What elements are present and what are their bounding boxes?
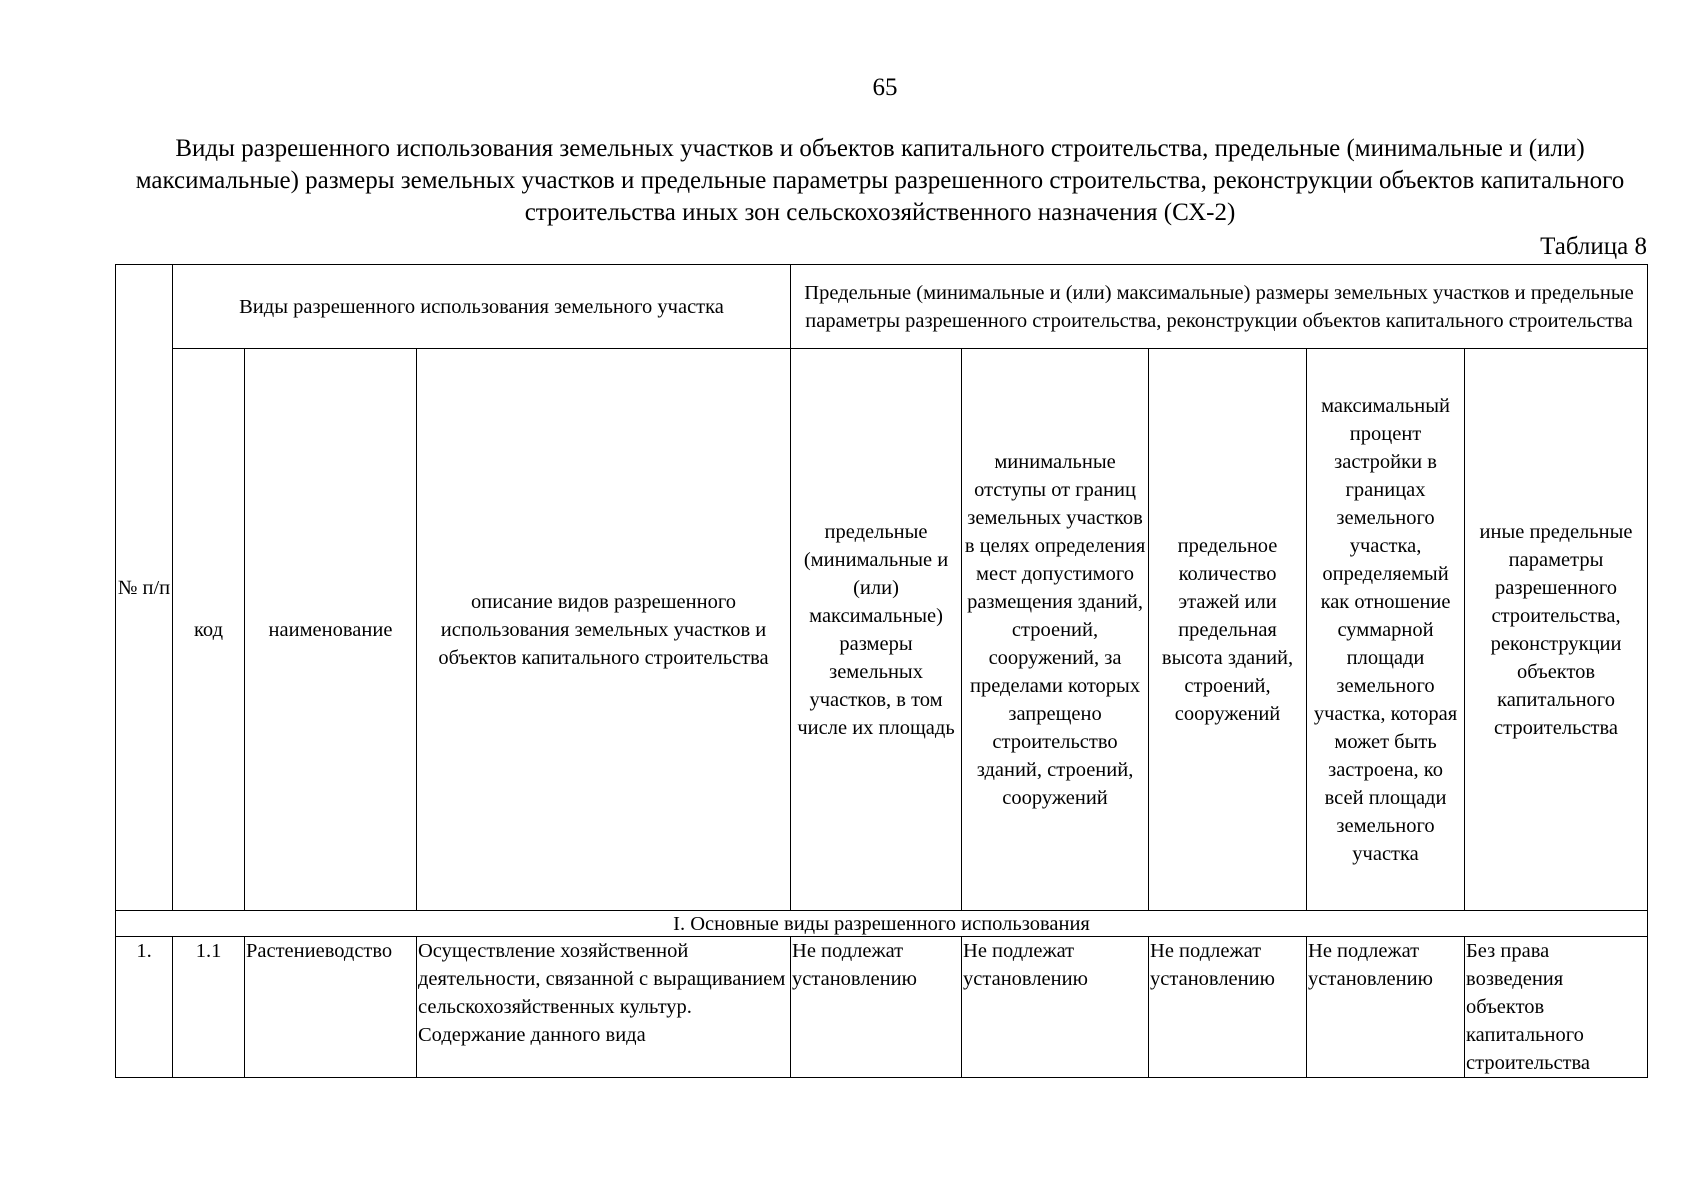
- header-name: наименование: [245, 349, 417, 911]
- section-title: I. Основные виды разрешенного использования: [116, 911, 1648, 937]
- row-other: Без права возведения объектов капитального строительства: [1465, 937, 1648, 1078]
- header-floors: предельное количество этажей или предельная высота зданий, строений, сооружений: [1149, 349, 1307, 911]
- header-size: предельные (минимальные и (или) максимальные) размеры земельных участков, в том числе их площадь: [791, 349, 962, 911]
- header-coverage: максимальный процент застройки в границах земельного участка, определяемый как отношение суммарной площади земельного участка, которая может быть застроена, ко всей площади земельного участка: [1307, 349, 1465, 911]
- header-setback: минимальные отступы от границ земельных участков в целях определения мест допустимого размещения зданий, строений, сооружений, за пределами которых запрещено строительство зданий, строений, сооружений: [962, 349, 1149, 911]
- page-number: 65: [872, 74, 898, 101]
- table-row: [116, 937, 1648, 1078]
- row-size: Не подлежат установлению: [791, 937, 962, 1078]
- header-group-params: Предельные (минимальные и (или) максимальные) размеры земельных участков и предельные параметры разрешенного строительства, реконструкции объектов капитального строительства: [791, 265, 1648, 349]
- header-num: № п/п: [116, 265, 173, 911]
- header-code: код: [173, 349, 245, 911]
- header-description: описание видов разрешенного использования земельных участков и объектов капитального строительства: [417, 349, 791, 911]
- land-use-table: [115, 264, 1648, 1078]
- document-title: Виды разрешенного использования земельных участков и объектов капитального строительства, предельные (минимальные и (или) максимальные) размеры земельных участков и предельные параметры разрешенного строительства, реконструкции объектов капитального строительства иных зон сельскохозяйственного назначения (СХ-2): [135, 135, 1625, 226]
- row-num: 1.: [116, 937, 173, 1078]
- header-group-types: Виды разрешенного использования земельного участка: [173, 265, 791, 349]
- table-label: Таблица 8: [1540, 233, 1647, 260]
- row-coverage: Не подлежат установлению: [1307, 937, 1465, 1078]
- row-floors: Не подлежат установлению: [1149, 937, 1307, 1078]
- row-name: Растениеводство: [245, 937, 417, 1078]
- row-setback: Не подлежат установлению: [962, 937, 1149, 1078]
- row-description: Осуществление хозяйственной деятельности, связанной с выращиванием сельскохозяйственных культур. Содержание данного вида: [417, 937, 791, 1078]
- header-other: иные предельные параметры разрешенного строительства, реконструкции объектов капитального строительства: [1465, 349, 1648, 911]
- row-code: 1.1: [173, 937, 245, 1078]
